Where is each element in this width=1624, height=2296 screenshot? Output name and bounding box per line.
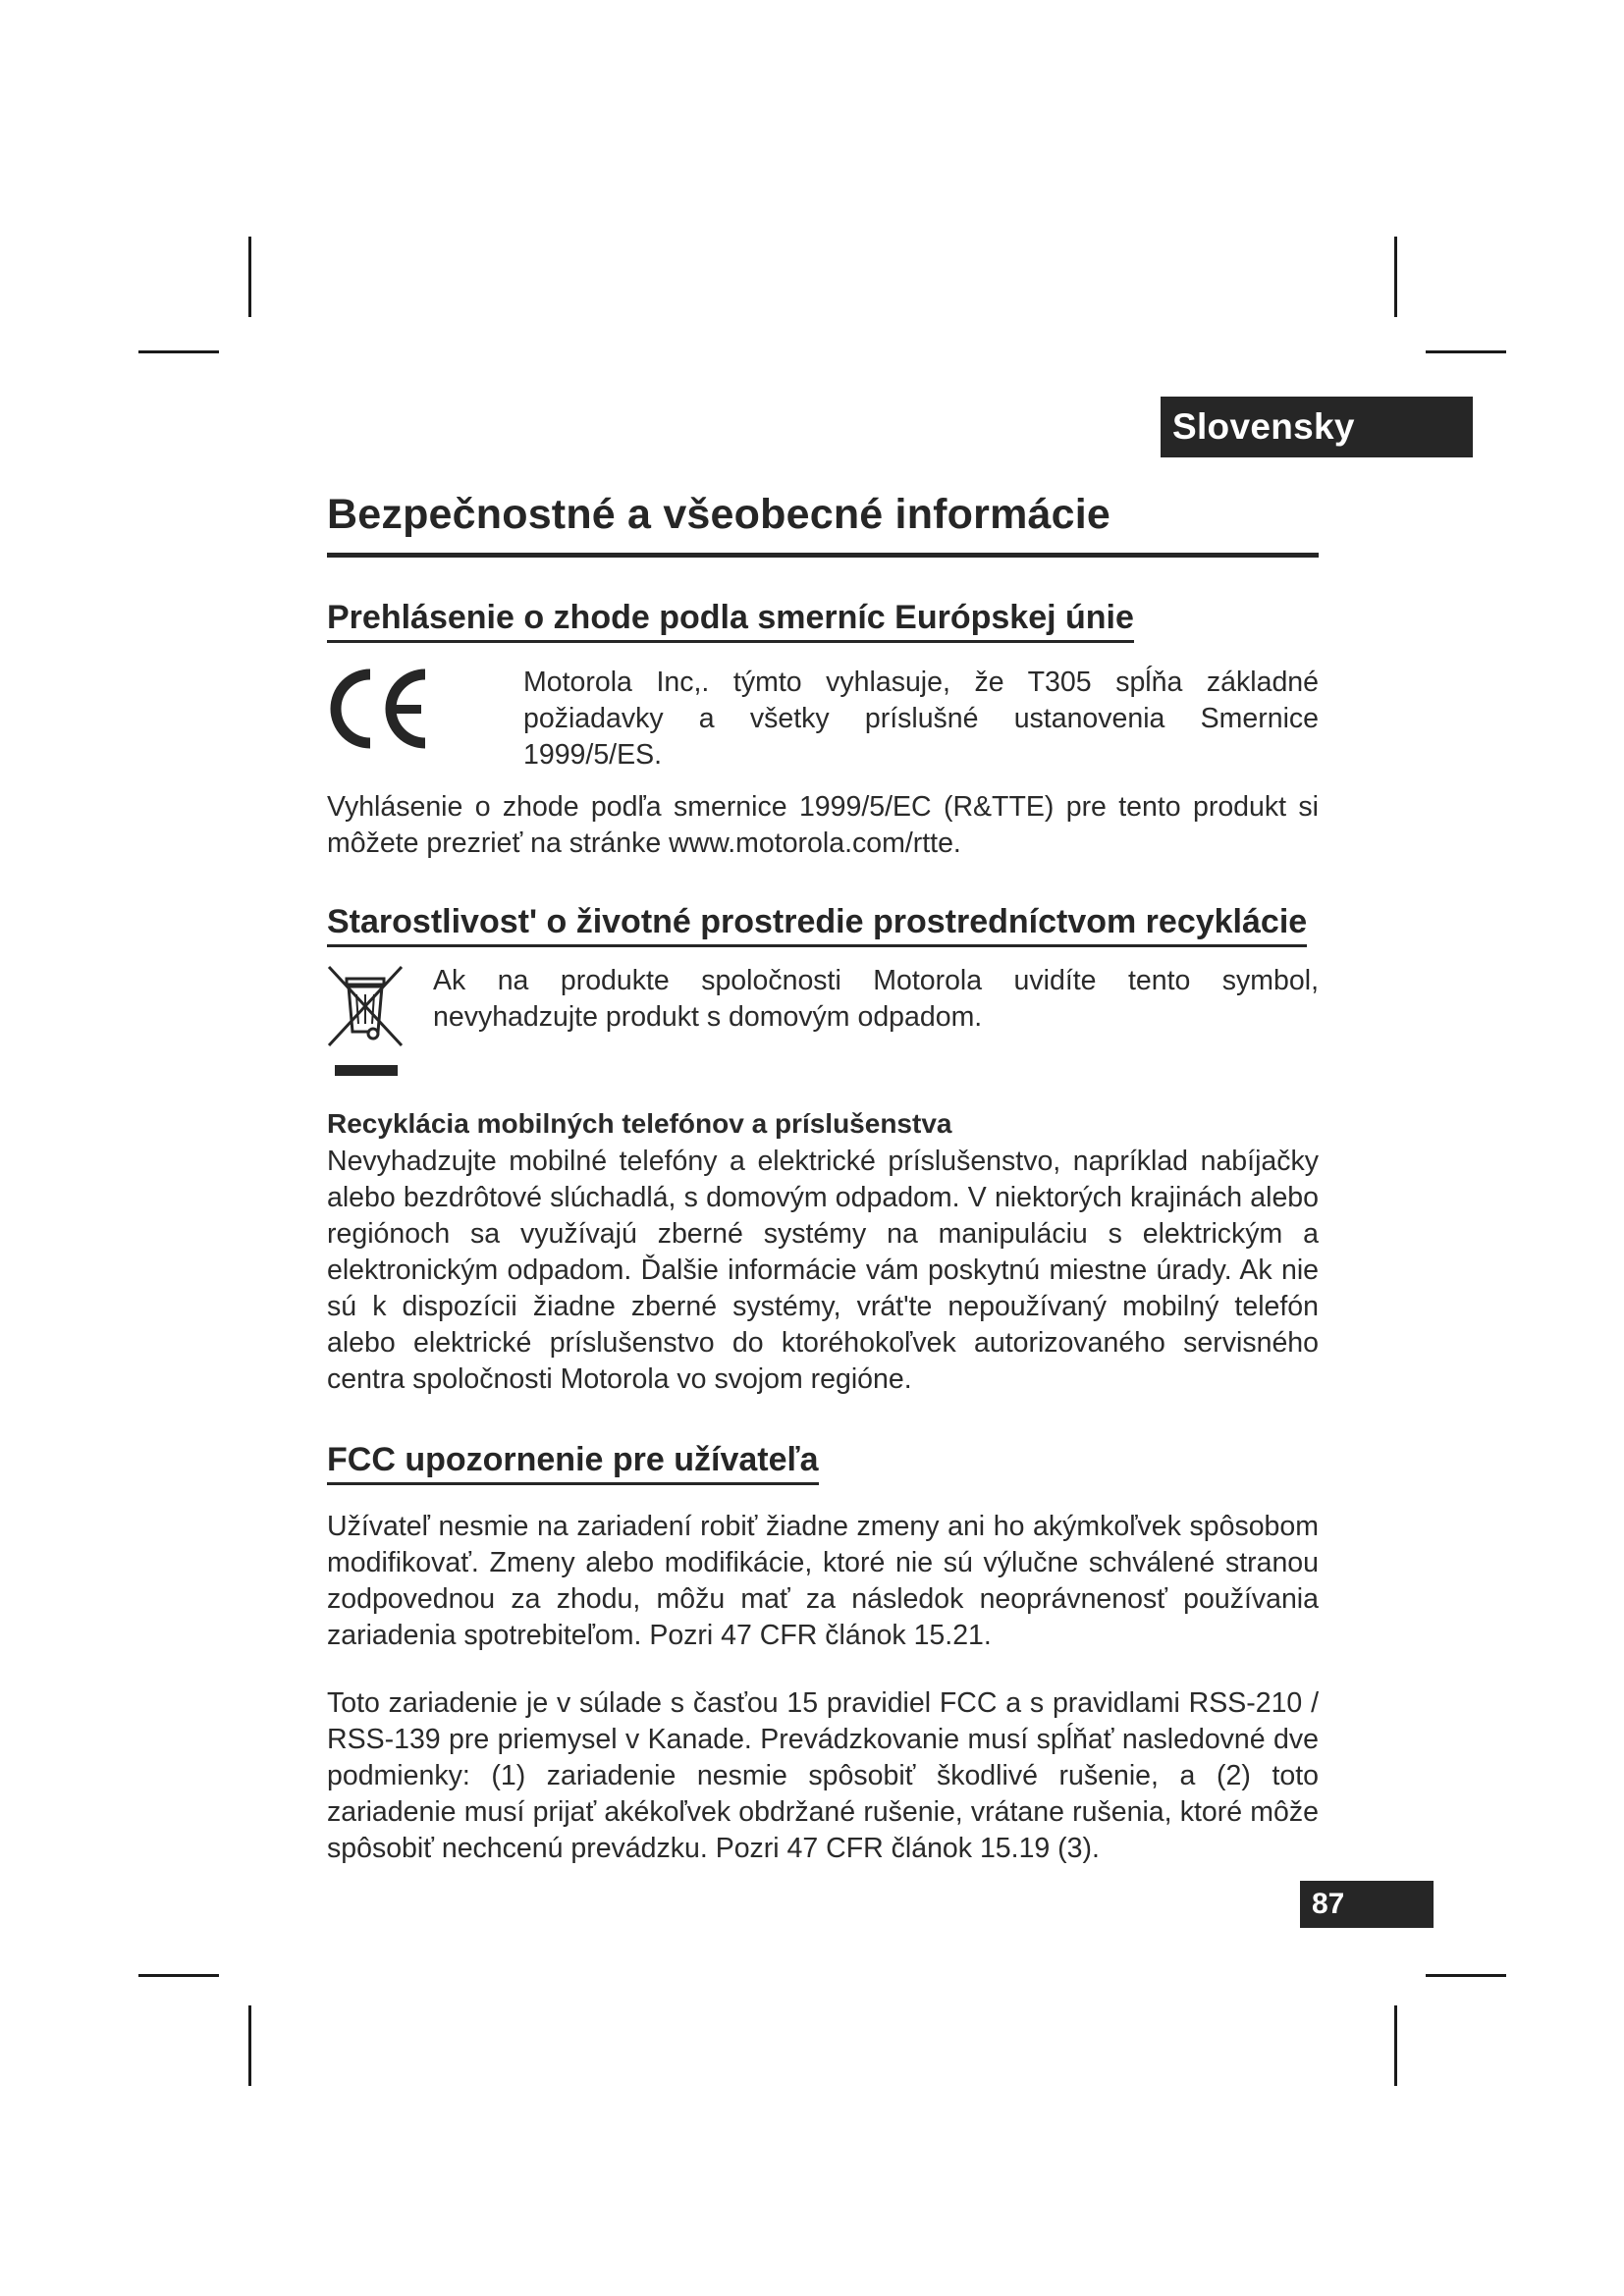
- page-title: Bezpečnostné a všeobecné informácie: [327, 491, 1319, 558]
- page-content: [327, 491, 1319, 1867]
- language-tab: Slovensky: [1161, 397, 1473, 457]
- weee-row: [327, 963, 1319, 1083]
- crop-mark-bottom-right-vertical: [1394, 2005, 1397, 2086]
- fcc-paragraph-2: Toto zariadenie je v súlade s časťou 15 pravidiel FCC a s pravidlami RSS-210 / RSS-139 pre priemysel v Kanade. Prevádzkovanie musí spĺňať nasledovné dve podmienky: (1) zariadenie nesmie spôsobiť škodlivé rušenie, a (2) toto zariadenie musí prijať akékoľvek obdržané rušenie, vrátane rušenia, ktoré môže spôsobiť nechcenú prevádzku. Pozri 47 CFR článok 15.19 (3).: [327, 1687, 1319, 1864]
- crop-mark-bottom-right-horizontal: [1426, 1974, 1506, 1977]
- crop-mark-top-right-horizontal: [1426, 350, 1506, 353]
- crop-mark-bottom-left-vertical: [248, 2005, 251, 2086]
- fcc-heading: FCC upozornenie pre užívateľa: [327, 1441, 819, 1485]
- fcc-paragraph-1: Užívateľ nesmie na zariadení robiť žiadne zmeny ani ho akýmkoľvek spôsobom modifikovať. Zmeny alebo modifikácie, ktoré nie sú výlučne schválené stranou zodpovednou za zhodu, môžu mať za následok neoprávnenosť používania zariadenia spotrebiteľom. Pozri 47 CFR článok 15.21.: [327, 1511, 1319, 1651]
- page-number: 87: [1300, 1881, 1434, 1928]
- recycling-text: Nevyhadzujte mobilné telefóny a elektrické príslušenstvo, napríklad nabíjačky alebo bezdrôtové slúchadlá, s domovým odpadom. V niektorých krajinách alebo regiónoch sa využívajú zberné systémy na manipuláciu s elektrickým a elektronickým odpadom. Ďalšie informácie vám poskytnú miestne úrady. Ak nie sú k dispozícii žiadne zberné systémy, vrát'te nepoužívaný mobilný telefón alebo elektrické príslušenstvo do ktoréhokoľvek autorizovaného servisného centra spoločnosti Motorola vo svojom regióne.: [327, 1146, 1319, 1395]
- eu-declaration-heading: Prehlásenie o zhode podla smerníc Európskej únie: [327, 599, 1134, 643]
- crossed-out-wheelie-bin-icon: [327, 963, 433, 1083]
- crop-mark-top-left-vertical: [248, 237, 251, 317]
- ce-declaration-row: [327, 665, 1319, 774]
- crop-mark-bottom-left-horizontal: [138, 1974, 219, 1977]
- recycling-subheading: Recyklácia mobilných telefónov a príslušenstva: [327, 1108, 952, 1139]
- recycling-heading: Starostlivost' o životné prostredie prostredníctvom recyklácie: [327, 903, 1307, 947]
- crop-mark-top-right-vertical: [1394, 237, 1397, 317]
- ce-mark-icon: [327, 665, 523, 753]
- crop-mark-top-left-horizontal: [138, 350, 219, 353]
- ce-declaration-text: Motorola Inc,. týmto vyhlasuje, že T305 spĺňa základné požiadavky a všetky príslušné ustanovenia Smernice 1999/5/ES.: [523, 667, 1319, 771]
- rtte-declaration-text: Vyhlásenie o zhode podľa smernice 1999/5/EC (R&TTE) pre tento produkt si môžete prezrieť na stránke www.motorola.com/rtte.: [327, 791, 1319, 859]
- weee-text: Ak na produkte spoločnosti Motorola uvidíte tento symbol, nevyhadzujte produkt s domovým odpadom.: [433, 965, 1319, 1033]
